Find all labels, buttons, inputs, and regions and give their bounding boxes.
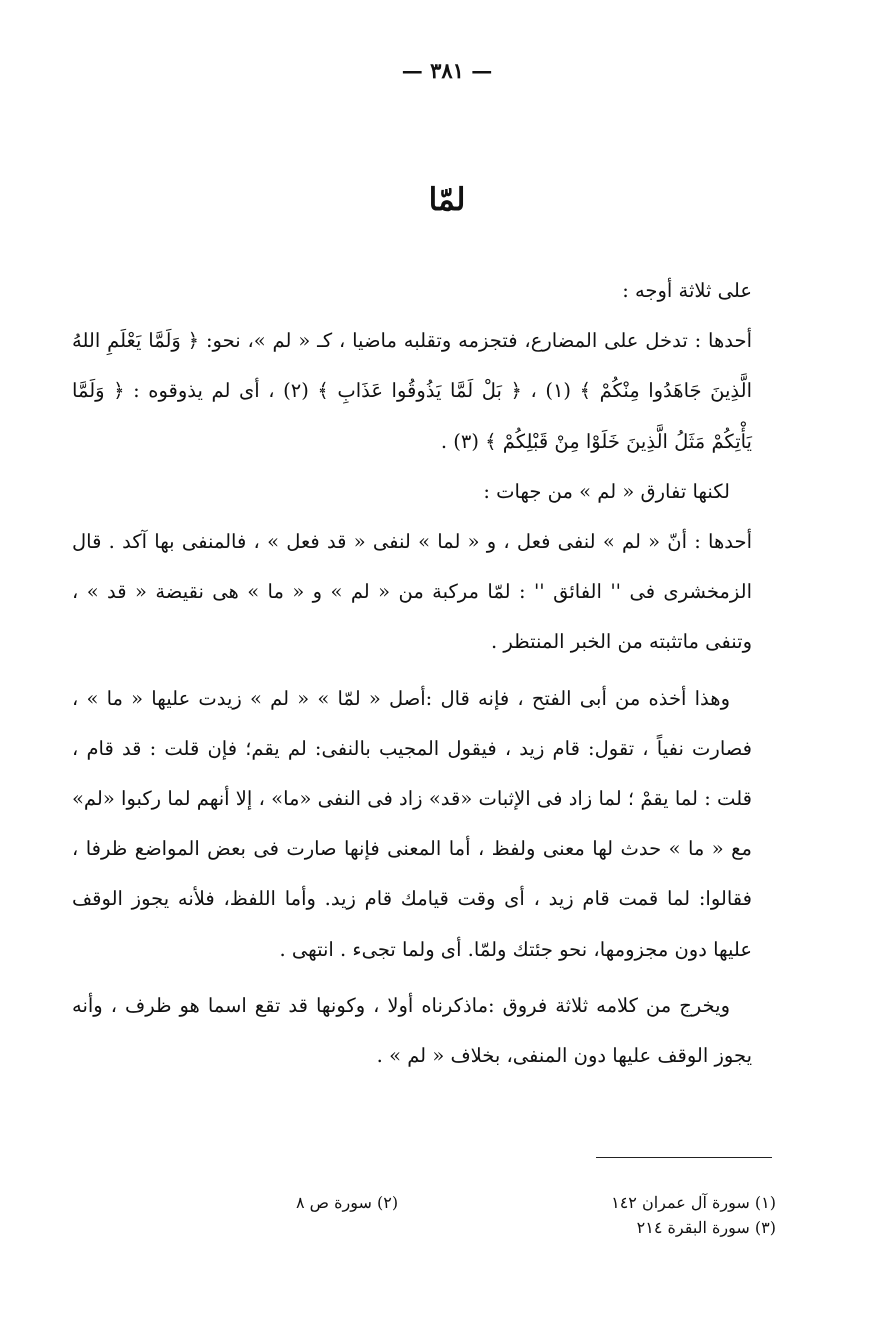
page-number: — ٣٨١ —: [401, 58, 493, 83]
paragraph-intro: على ثلاثة أوجه :: [622, 279, 752, 302]
footnote-row: [296, 1215, 776, 1240]
footnote-2: (٢) سورة ص ٨: [296, 1193, 399, 1212]
entry-heading: لمّا: [428, 182, 466, 218]
paragraph-first-difference: أحدها : أنّ « لم » لنفى فعل ، و « لما » لنفى « قد فعل » ، فالمنفى بها آكد . قال الزمخشرى فى '' الفائق '' : لمّا مركبة من « لم » و « ما » هى نقيضة « قد » ، وتنفى ماتثبته من الخبر المنتظر .: [72, 530, 752, 654]
paragraph-abu-alfath: وهذا أخذه من أبى الفتح ، فإنه قال :أصل « لمّا » « لم » زيدت عليها « ما » ، فصارت نفياً ، تقول: قام زيد ، فيقول المجيب بالنفى: لم يقم؛ فإن قلت : قد قام ، قلت : لما يقمْ ؛ لما زاد فى الإثبات «قد» زاد فى النفى «ما» ، إلا أنهم لما ركبوا «لم» مع « ما » حدث لها معنى ولفظ ، أما المعنى فإنها صارت فى بعض المواضع ظرفا ، فقالوا: لما قمت قام زيد ، أى وقت قيامك قام زيد. وأما اللفظ، فلأنه يجوز الوقف عليها دون مجزومها، نحو جئتك ولمّا. أى ولما تجىء . انتهى .: [72, 686, 752, 961]
body-text: [72, 266, 752, 1081]
footnote-row: [296, 1190, 776, 1215]
paragraph-three-differences: ويخرج من كلامه ثلاثة فروق :ماذكرناه أولا ، وكونها قد تقع اسما هو ظرف ، وأنه يجوز الوقف عليها دون المنفى، بخلاف « لم » .: [72, 993, 752, 1068]
paragraph-differences: لكنها تفارق « لم » من جهات :: [483, 479, 730, 503]
footnote-divider: [596, 1157, 772, 1158]
footnote-1: (١) سورة آل عمران ١٤٢: [611, 1193, 776, 1212]
paragraph-first-usage: أحدها : تدخل على المضارع، فتجزمه وتقلبه ماضيا ، كـ « لم »، نحو: ﴿ وَلَمَّا يَعْلَمِ اللهُ الَّذِينَ جَاهَدُوا مِنْكُمْ ﴾ (١) ، ﴿ بَلْ لَمَّا يَذُوقُوا عَذَابِ ﴾ (٢) ، أى لم يذوقوه : ﴿ وَلَمَّا يَأْتِكُمْ مَثَلُ الَّذِينَ خَلَوْا مِنْ قَبْلِكُمْ ﴾ (٣) .: [72, 329, 752, 453]
footnote-3: (٣) سورة البقرة ٢١٤: [636, 1218, 776, 1237]
footnotes: [296, 1190, 776, 1240]
